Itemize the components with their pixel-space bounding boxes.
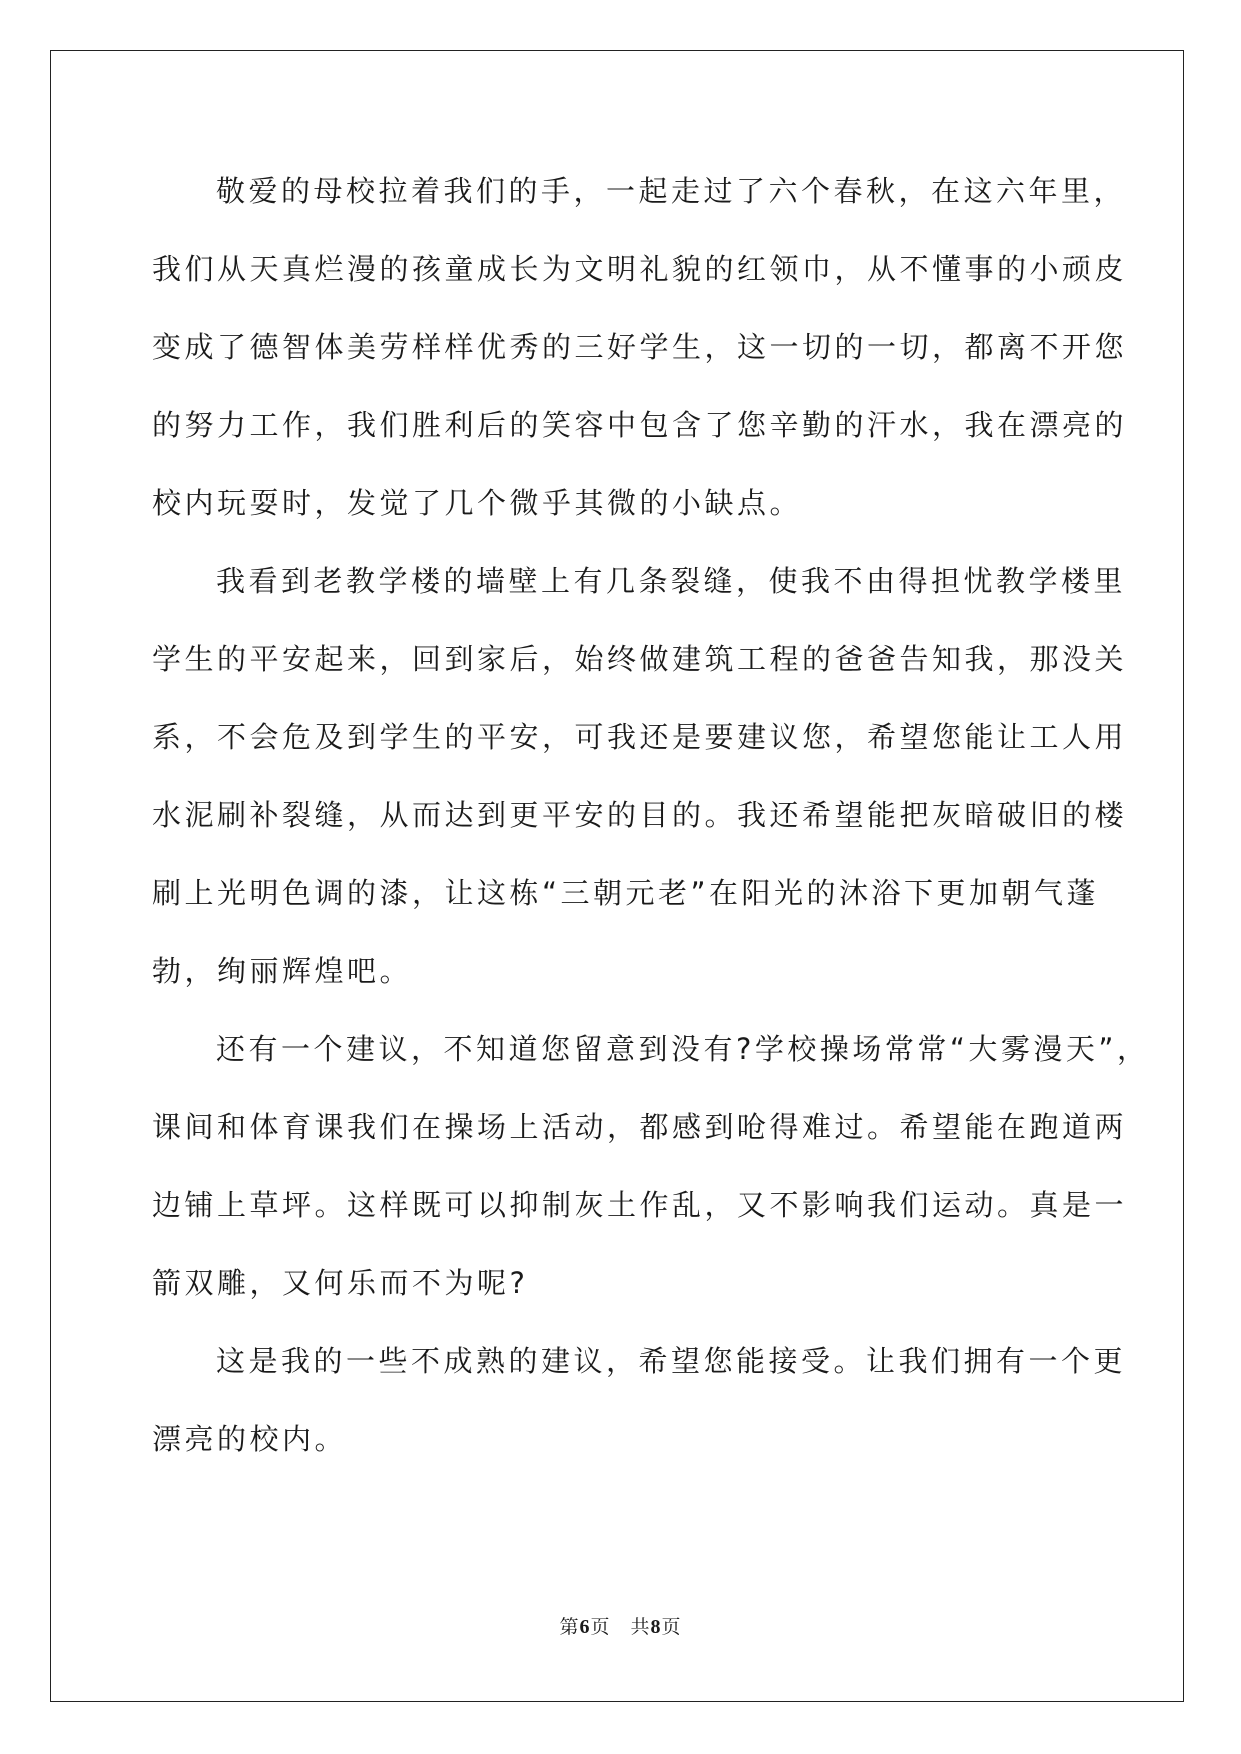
paragraph-4-line-1: 这是我的一些不成熟的建议，希望您能接受。让我们拥有一个更 xyxy=(216,1344,1127,1378)
paragraph-2-line-1: 我看到老教学楼的墙壁上有几条裂缝，使我不由得担忧教学楼里 xyxy=(216,564,1127,598)
paragraph-1-line-2: 我们从天真烂漫的孩童成长为文明礼貌的红领巾，从不懂事的小顽皮 xyxy=(152,252,1128,286)
footer-page-unit: 页 xyxy=(590,1616,611,1638)
footer-total-unit: 页 xyxy=(661,1616,682,1638)
paragraph-2-line-3: 系，不会危及到学生的平安，可我还是要建议您，希望您能让工人用 xyxy=(152,720,1128,754)
paragraph-2-line-6: 勃，绚丽辉煌吧。 xyxy=(152,954,413,988)
page-number-current: 6 xyxy=(579,1616,591,1638)
paragraph-3-line-2: 课间和体育课我们在操场上活动，都感到呛得难过。希望能在跑道两 xyxy=(152,1110,1128,1144)
paragraph-2-line-2: 学生的平安起来，回到家后，始终做建筑工程的爸爸告知我，那没关 xyxy=(152,642,1128,676)
paragraph-3-line-3: 边铺上草坪。这样既可以抑制灰土作乱，又不影响我们运动。真是一 xyxy=(152,1188,1128,1222)
paragraph-2-line-4: 水泥刷补裂缝，从而达到更平安的目的。我还希望能把灰暗破旧的楼 xyxy=(152,798,1128,832)
paragraph-2-line-5: 刷上光明色调的漆，让这栋“三朝元老”在阳光的沐浴下更加朝气蓬 xyxy=(152,876,1100,910)
paragraph-3-line-4: 箭双雕，又何乐而不为呢? xyxy=(152,1266,529,1300)
paragraph-1-line-1: 敬爱的母校拉着我们的手，一起走过了六个春秋，在这六年里， xyxy=(216,174,1127,208)
footer-total-prefix: 共 xyxy=(630,1616,651,1638)
paragraph-1-line-5: 校内玩耍时，发觉了几个微乎其微的小缺点。 xyxy=(152,486,803,520)
document-body xyxy=(152,152,1150,1478)
page-footer xyxy=(0,1612,1241,1639)
paragraph-1-line-3: 变成了德智体美劳样样优秀的三好学生，这一切的一切，都离不开您 xyxy=(152,330,1128,364)
paragraph-4-line-2: 漂亮的校内。 xyxy=(152,1422,348,1456)
footer-prefix: 第 xyxy=(559,1616,580,1638)
paragraph-1-line-4: 的努力工作，我们胜利后的笑容中包含了您辛勤的汗水，我在漂亮的 xyxy=(152,408,1128,442)
paragraph-3-line-1: 还有一个建议，不知道您留意到没有?学校操场常常“大雾漫天”， xyxy=(216,1032,1150,1066)
page-number-total: 8 xyxy=(650,1616,662,1638)
